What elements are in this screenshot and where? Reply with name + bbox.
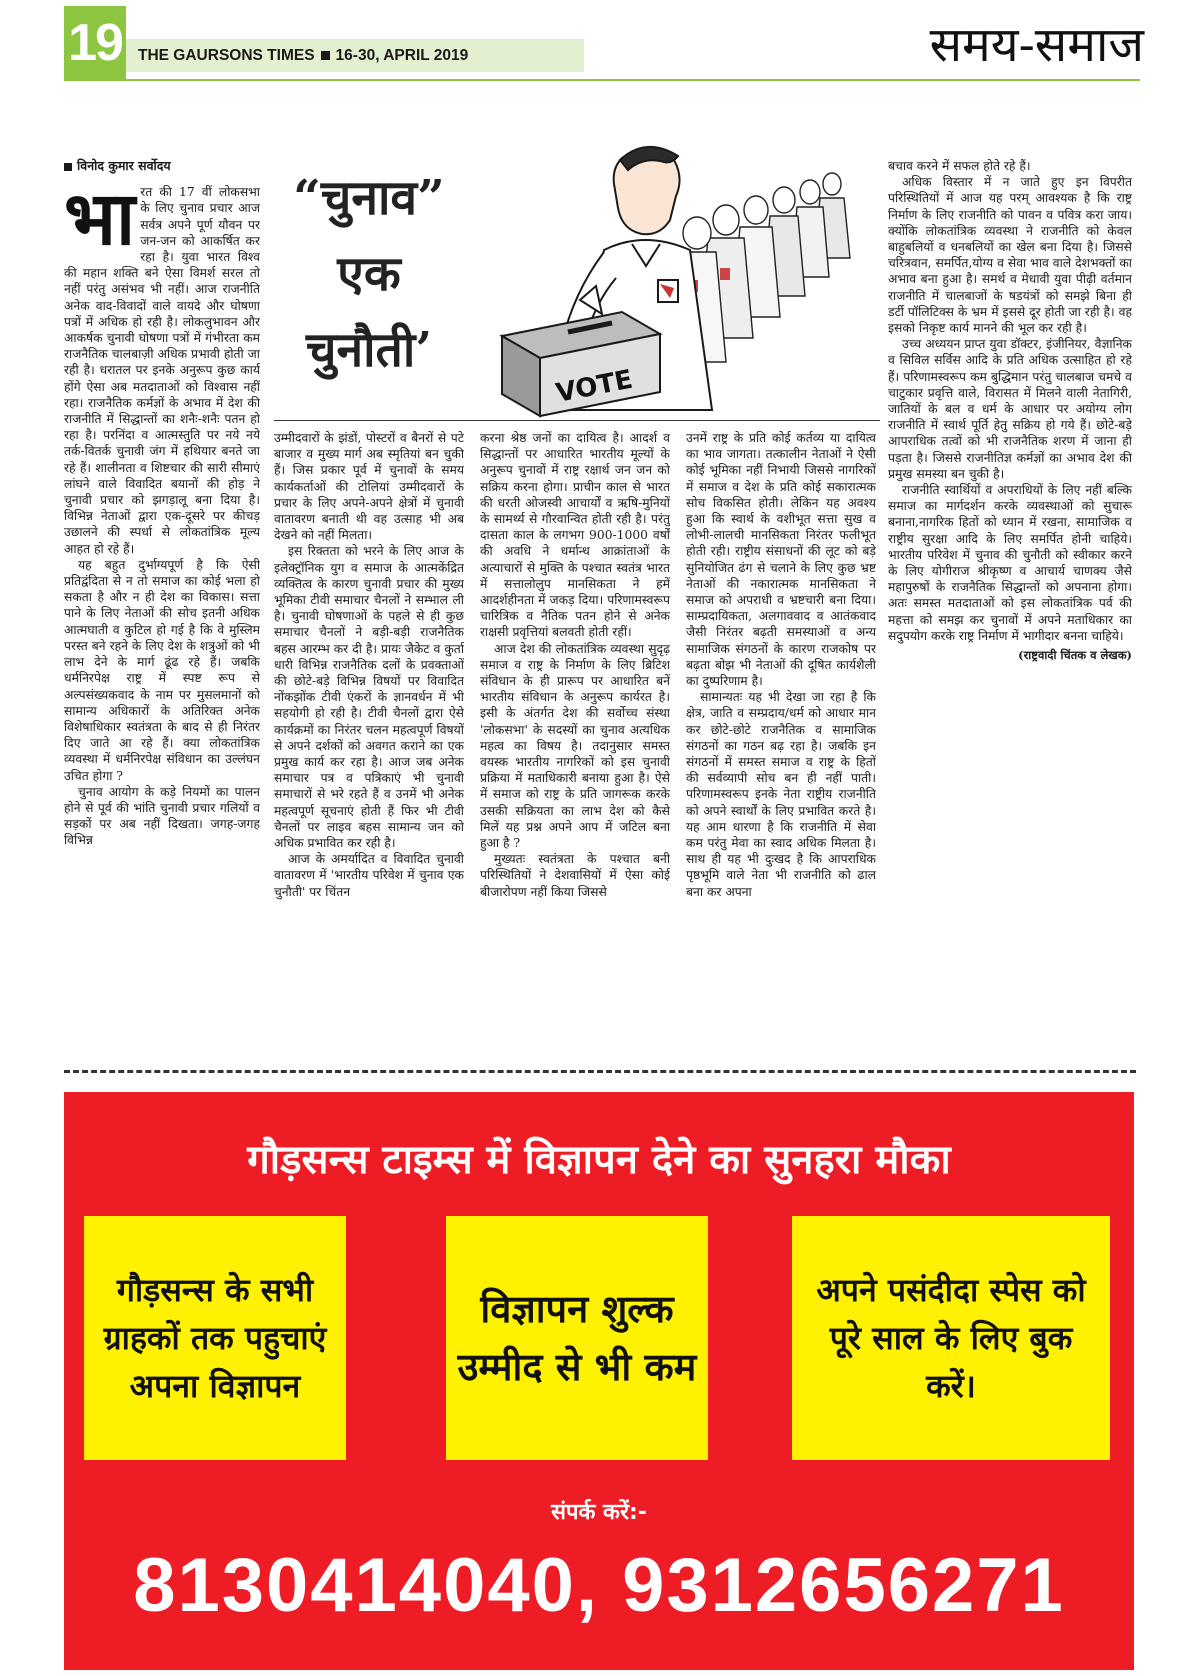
header-bar <box>126 39 584 72</box>
article-paragraph: आज देश की लोकतांत्रिक व्यवस्था सुदृढ़ समाज व राष्ट्र के निर्माण के लिए ब्रिटिश संविधान के ही प्रारूप पर आधारित बनें भारतीय संविधान के अनुरूप कार्यरत है। इसी के अंतर्गत देश की सर्वोच्च संस्था 'लोकसभा' के सदस्यों का चुनाव अत्यधिक महत्व का विषय है। तदानुसार समस्त वयस्क भारतीय नागरिकों को इस चुनावी प्रक्रिया में मताधिकारी बनाया हुआ है। ऐसे में समाज को राष्ट्र के प्रति जागरूक करके उसकी सक्रियता का लाभ देश को कैसे मिलें यह प्रश्न अपने आप में जटिल बना हुआ है ? <box>480 641 670 851</box>
article-paragraph: मुख्यतः स्वतंत्रता के पश्चात बनी परिस्थितियों ने देशवासियों में ऐसा कोई बीजारोपण नहीं किया जिससे <box>480 852 670 899</box>
article-paragraph: अधिक विस्तार में न जाते हुए इन विपरीत परिस्थितियों में आज यह परम् आवश्यक है कि राष्ट्र निर्माण के लिए राजनीति को पावन व पवित्र करा जाय। क्योंकि लोकतांत्रिक व्यवस्था ने राजनीति को केवल बाहुबलियों व धनबलियों का खेल बना दिया है। जिससे चरित्रवान, समर्पित,योग्य व सेवा भाव वाले देशभक्तों का अभाव बना हुआ है। समर्थ व मेधावी युवा पीढ़ी वर्तमान राजनीति में चालबाजों के षडयंत्रों को समझे बिना ही डर्टी पॉलिटिक्स के भ्रम में इससे दूर होती जा रही है। वह इसको निकृष्ट कार्य मानने की भूल कर रही है। <box>888 175 1132 336</box>
ad-box-text: अपने पसंदीदा स्पेस को पूरे साल के लिए बुक करें। <box>816 1271 1086 1405</box>
section-title: समय-समाज <box>929 17 1144 73</box>
article-paragraph: उम्मीदवारों के झंडों, पोस्टरों व बैनरों से पटे बाजार व मुख्य मार्ग अब स्मृतियां बन चुकी हैं। जिस प्रकार पूर्व में चुनावों के समय कार्यकर्ताओं की टोलियां उम्मीदवारों के प्रचार के लिए अपने-अपने क्षेत्रों में चुनावी वातावरण बनाती थी वह उत्साह भी अब देखने को नहीं मिलता। <box>274 431 464 543</box>
author-note: (राष्ट्रवादी चिंतक व लेखक) <box>1018 648 1132 663</box>
article-column-2 <box>274 430 464 1053</box>
paper-name: THE GAURSONS TIMES <box>138 47 315 64</box>
ad-box-low-cost <box>446 1216 708 1460</box>
article-paragraph: करना श्रेष्ठ जनों का दायित्व है। आदर्श व सिद्धान्तों पर आधारित भारतीय मूल्यों के अनुरूप चुनावों में राष्ट्र रक्षार्थ जन जन को सक्रिय करना होगा। प्राचीन काल से भारत की धरती ओजस्वी आचार्यों व ऋषि-मुनियों के सामर्थ्य से गौरवान्वित होती रही है। परंतु दासता काल के लगभग 900-1000 वर्षों की अवधि ने धर्मान्ध आक्रांताओं के अत्याचारों से मुक्ति के पश्चात स्वतंत्र भारत में सत्तालोलुप मानसिकता ने हमें आदर्शहीनता में जकड़ दिया। परिणामस्वरूप चारित्रिक व नैतिक पतन होने से अनेक राक्षसी प्रवृत्तियां बलवती होती रहीं। <box>480 431 670 640</box>
article-paragraph: उनमें राष्ट्र के प्रति कोई कर्तव्य या दायित्व का भाव जागता। तत्कालीन नेताओं ने ऐसी कोई भूमिका नहीं निभायी जिससे नागरिकों में समाज व देश के प्रति कोई सकारात्मक सोच विकसित होती। लेकिन यह अवश्य हुआ कि स्वार्थ के वशीभूत सत्ता सुख व लोभी-लालची मानसिकता निरंतर फलीभूत होती रही। राष्ट्रीय संसाधनों की लूट को बड़े सुनियोजित ढंग से चलाने के लिए कुछ भ्रष्ट नेताओं की नकारात्मक मानसिकता ने समाज को अपराधी व भ्रष्टचारी बना दिया। साम्प्रदायिकता, अलगाववाद व आतंकवाद जैसी निरंतर बढ़ती समस्याओं व अन्य सामाजिक संगठनों के कारण राजकोष पर बढ़ता बोझ भी नेताओं की दूषित कार्यशैली का दुष्परिणाम है। <box>686 431 876 689</box>
article-paragraph: बचाव करने में सफल होते रहे हैं। <box>888 159 1031 173</box>
headline-line: चुनौती’ <box>305 322 433 378</box>
ad-phone-numbers: 8130414040, 9312656271 <box>133 1543 1065 1628</box>
article-column-5 <box>888 158 1132 1053</box>
headline-line: “चुनाव” <box>293 170 445 226</box>
article-paragraph: चुनाव आयोग के कड़े नियमों का पालन होने से पूर्व की भांति चुनावी प्रचार गलियों व सड़कों पर अब नहीं दिखता। जगह-जगह विभिन्न <box>64 784 260 848</box>
page-number-box <box>64 6 126 80</box>
headline <box>274 160 464 388</box>
ballot-box-label: VOTE <box>553 364 636 409</box>
article-paragraph: आज के अमर्यादित व विवादित चुनावी वातावरण में 'भारतीय परिवेश में चुनाव एक चुनौती' पर चिंतन <box>274 852 464 899</box>
headline-underline-rule <box>274 420 880 421</box>
headline-box <box>274 160 464 410</box>
article-paragraph <box>64 176 260 557</box>
article-paragraph: उच्च अध्ययन प्राप्त युवा डॉक्टर, इंजीनियर, वैज्ञानिक व सिविल सर्विस आदि के प्रति अधिक उत्साहित हो रहे हैं। परिणामस्वरूप कम बुद्धिमान परंतु चालबाज चमचे व चाटुकार प्रवृत्ति वाले, विरासत में मिलने वाली नेतागिरी, जातियों के बल व धर्म के आधार पर अयोग्य लोग राजनीति में स्वार्थ पूर्ति हेतु सक्रिय हो गये हैं। छोटे-बड़े आपराधिक तत्वों को भी राजनैतिक शरण में जाना ही पड़ता है। जिससे राजनीतिज्ञ कर्मज्ञों का अभाव देश की प्रमुख समस्या बन चुकी है। <box>888 337 1132 481</box>
article-column-3 <box>480 430 670 1053</box>
drop-cap: भा <box>64 176 136 263</box>
ad-box-text: गौड़सन्स के सभी ग्राहकों तक पहुचाएं अपना विज्ञापन <box>103 1271 327 1405</box>
page-number: 19 <box>68 14 122 72</box>
masthead-rule <box>64 79 1140 81</box>
advertisement-panel <box>64 1092 1134 1670</box>
issue-dates: 16-30, APRIL 2019 <box>335 47 469 64</box>
ad-box-text: विज्ञापन शुल्क उम्मीद से भी कम <box>457 1287 697 1389</box>
article-paragraph: यह बहुत दुर्भाग्यपूर्ण है कि ऐसी प्रतिद्वंदिता से न तो समाज का कोई भला हो सकता है और न ही देश का विकास। सत्ता पाने के लिए नेताओं की सोच इतनी अधिक आत्मघाती व कुटिल हो गई है कि वे मुस्लिम परस्त बने रहने के लिए देश के शत्रुओं को भी लाभ देने के मार्ग ढूंढ रहे हैं। जबकि धर्मनिरपेक्ष राष्ट्र में स्पष्ट रूप से अल्पसंख्यकवाद के नाम पर मुसलमानों को सामान्य अधिकारों के अतिरिक्त अनेक विशेषाधिकार स्वतंत्रता के बाद से ही निरंतर दिए जाते आ रहे हैं। क्या लोकतांत्रिक व्यवस्था में धर्मनिरपेक्ष संविधान का उल्लंघन उचित होगा ? <box>64 557 260 783</box>
byline <box>64 158 260 174</box>
separator-square-icon <box>321 51 330 60</box>
byline-square-icon <box>64 163 72 171</box>
paragraph-text: रत की 17 वीं लोकसभा के लिए चुनाव प्रचार आज सर्वत्र अपने पूर्ण यौवन पर जन-जन को आकर्षित कर रहा है। युवा भारत विश्व की महान शक्ति बने ऐसा विमर्श सरल तो नहीं परंतु असंभव भी नहीं। आज राजनीति अनेक वाद-विवादों वाले वायदे और घोषणा पत्रों में अधिक हो रही है। लोकलुभावन और आकर्षक चुनावी घोषणा पत्रों में गंभीरता कम राजनैतिक चालबाज़ी अधिक प्रभावी होती जा रही है। धरातल पर इनके अनुरूप कुछ कार्य होंगे ऐसा अब मतदाताओं को विश्वास नहीं रहा। राजनैतिक कर्मज्ञों के अभाव में देश की राजनीति में सिद्धान्तों का शनैः-शनैः पतन हो रहा है। परनिंदा व आत्मस्तुति पर नये नये तर्क-वितर्क चुनावी जंग में हथियार बनते जा रहे हैं। शालीनता व शिष्टचार की सारी सीमाएं लांघने वाले विवादित बयानों की होड़ ने चुनावी प्रचार को झगड़ालू बना दिया है। विभिन्न नेताओं द्वारा एक-दूसरे पर कीचड़ उछालने की स्पर्धा से लोकतांत्रिक मूल्य आहत हो रहे हैं। <box>64 185 260 556</box>
ad-box-book-space <box>792 1216 1110 1460</box>
voters-queue-ballot-box-illustration <box>472 140 884 420</box>
ad-contact-label: संपर्क करें:- <box>551 1500 647 1525</box>
paper-info <box>138 39 468 72</box>
dashed-divider <box>64 1070 1136 1073</box>
article-paragraph: राजनीति स्वार्थियों व अपराधियों के लिए नहीं बल्कि समाज का मार्गदर्शन करके व्यवस्थाओं को सुचारू बनाना,नागरिक हितों को ध्यान में रखना, सामाजिक व राष्ट्रीय सुरक्षा आदि के लिए समर्पित होनी चाहिये। भारतीय परिवेश में चुनाव की चुनौती को स्वीकार करने के लिए योगीराज श्रीकृष्ण व आचार्य चाणक्य जैसे महापुरुषों के राजनैतिक सिद्धान्तों को अपनाना होगा। अतः समस्त मतदाताओं को इस लोकतांत्रिक पर्व की महत्ता को समझ कर चुनावों में अपने मताधिकार का सदुपयोग करके राष्ट्र निर्माण में भागीदार बनना चाहिये। <box>888 483 1132 643</box>
article-column-4 <box>686 430 876 1053</box>
ad-box-reach-customers <box>84 1216 346 1460</box>
headline-line: एक <box>337 246 401 302</box>
article-paragraph: इस रिक्तता को भरने के लिए आज के इलेक्ट्रॉनिक युग व समाज के आत्मकेंद्रित व्यक्तित्व के कारण चुनावी प्रचार की मुख्य भूमिका टीवी समाचार चैनलों ने सम्भाल ली है। चुनावी घोषणाओं के पहले से ही कुछ समाचार चैनलों ने बड़ी-बड़ी राजनैतिक बहस आरम्भ कर दी है। प्रायः जैकेट व कुर्ता धारी विभिन्न राजनैतिक दलों के प्रवक्ताओं की छोटे-बड़े विभिन्न विषयों पर विवादित नोंकझोंक टीवी एंकरों के ज्ञानवर्धन में भी सहयोगी हो रही है। टीवी चैनलों द्वारा ऐसे कार्यक्रमों का निरंतर चलन महत्वपूर्ण विषयों से अपने दर्शकों को अवगत कराने का एक प्रमुख कार्य कर रहा है। आज जब अनेक समाचार पत्र व पत्रिकाएं भी चुनावी समाचारों से भरे रहते हैं व उनमें भी अनेक महत्वपूर्ण सूचनाएं होती हैं फिर भी टीवी चैनलों पर लाइव बहस सामान्य जन को अधिक प्रभावित कर रही है। <box>274 544 464 851</box>
article-paragraph: सामान्यतः यह भी देखा जा रहा है कि क्षेत्र, जाति व सम्प्रदाय/धर्म को आधार मान कर छोटे-छोटे राजनैतिक व सामाजिक संगठनों का गठन बढ़ रहा है। जबकि इन संगठनों में समस्त समाज व राष्ट्र के हितों की सर्वव्यापी सोच बन ही नहीं पाती। परिणामस्वरूप इनके नेता राष्ट्रीय राजनीति को अपने स्वार्थों के लिए प्रभावित करते है। यह आम धारणा है कि राजनीति में सेवा कम परंतु मेवा का स्वाद अधिक मिलता है। साथ ही यह भी दुःखद है कि आपराधिक पृष्ठभूमि वाले नेता भी राजनीति को ढाल बना कर अपना <box>686 690 876 899</box>
byline-author: विनोद कुमार सर्वोदय <box>77 158 171 173</box>
article-column-1 <box>64 158 260 1053</box>
ad-headline: गौड़सन्स टाइम्स में विज्ञापन देने का सुनहरा मौका <box>247 1137 951 1183</box>
masthead <box>0 0 1200 90</box>
